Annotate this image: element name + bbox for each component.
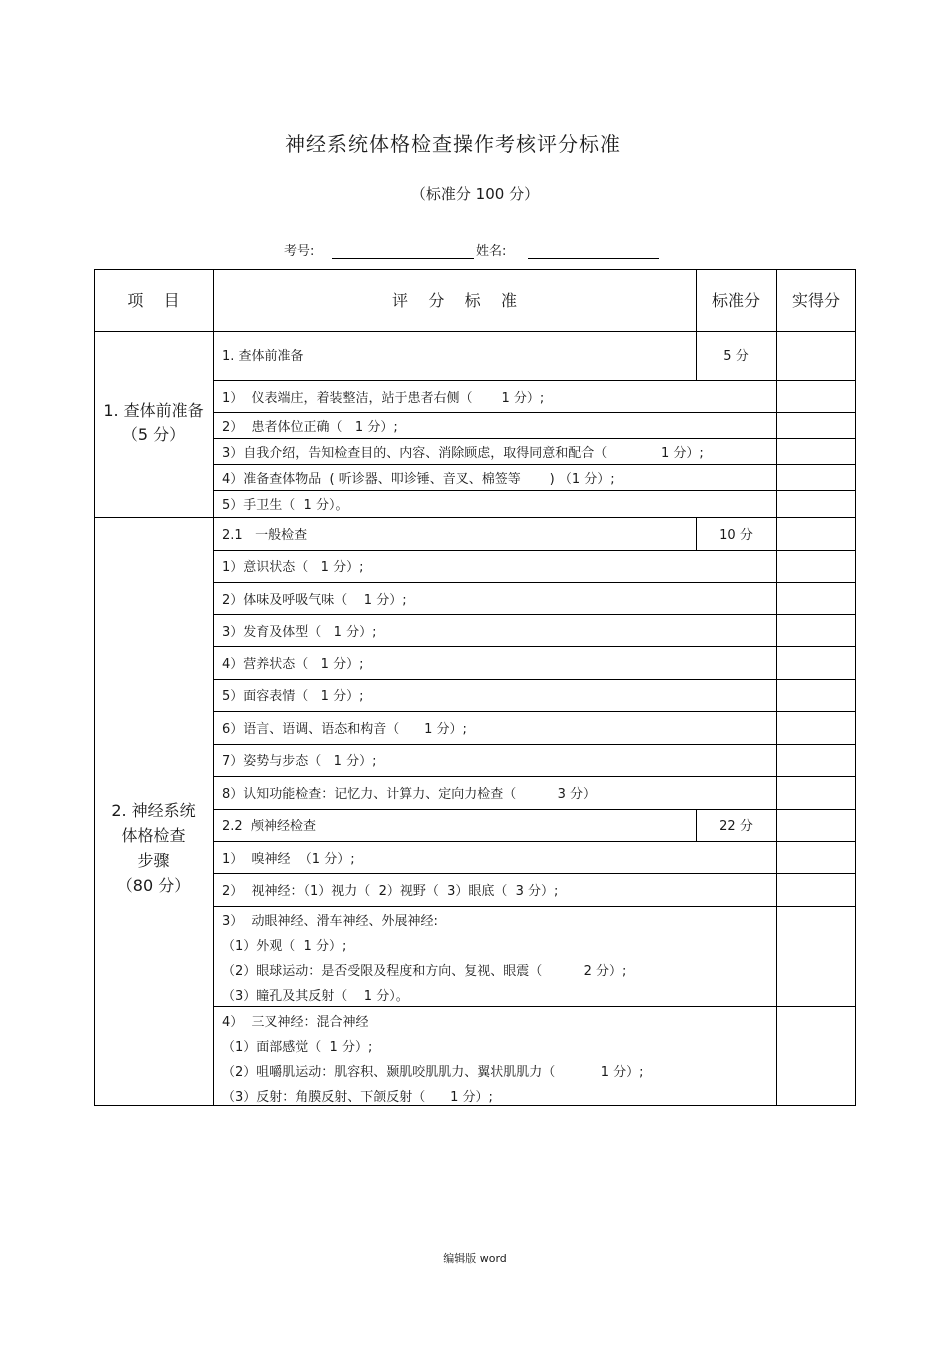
page-subtitle: （标准分 100 分） bbox=[410, 185, 540, 203]
criteria-item: 7）姿势与步态（ 1 分）; bbox=[222, 754, 377, 769]
row-divider bbox=[213, 906, 856, 907]
page-footer: 编辑版 word bbox=[443, 1252, 507, 1265]
criteria-item: 3） 动眼神经、滑车神经、外展神经: bbox=[222, 914, 438, 929]
table-border-right bbox=[855, 269, 856, 1106]
criteria-subitem: （2）咀嚼肌运动：肌容积、颞肌咬肌肌力、翼状肌肌力（ 1 分）; bbox=[222, 1065, 644, 1080]
row-divider bbox=[213, 776, 856, 777]
row-divider bbox=[213, 711, 856, 712]
criteria-heading: 1. 查体前准备 bbox=[222, 349, 304, 364]
criteria-item: 4）准备查体物品 ( 听诊器、叩诊锤、音叉、棉签等 ) （1 分）; bbox=[222, 472, 615, 487]
row-divider bbox=[213, 438, 856, 439]
heading-points: 5 分 bbox=[723, 349, 749, 364]
criteria-subitem: （1）面部感觉（ 1 分）; bbox=[222, 1040, 373, 1055]
criteria-subitem: （2）眼球运动：是否受限及程度和方向、复视、眼震（ 2 分）; bbox=[222, 964, 627, 979]
criteria-heading: 2.2 颅神经检查 bbox=[222, 819, 316, 834]
row-divider bbox=[213, 582, 856, 583]
heading-points: 22 分 bbox=[719, 819, 753, 834]
header-actual-score: 实得分 bbox=[791, 291, 840, 310]
criteria-item: 3）发育及体型（ 1 分）; bbox=[222, 625, 377, 640]
row-divider bbox=[213, 412, 856, 413]
exam-no-label: 考号: bbox=[284, 244, 315, 259]
name-field[interactable] bbox=[528, 258, 659, 259]
row-divider bbox=[213, 873, 856, 874]
header-item: 项 目 bbox=[127, 291, 180, 310]
row-divider bbox=[213, 646, 856, 647]
heading-points: 10 分 bbox=[719, 528, 753, 543]
criteria-subitem: （1）外观（ 1 分）; bbox=[222, 939, 347, 954]
criteria-item: 1） 仪表端庄，着装整洁，站于患者右侧（ 1 分）; bbox=[222, 391, 545, 406]
section-score: （5 分） bbox=[121, 425, 186, 444]
row-divider bbox=[213, 464, 856, 465]
exam-no-field[interactable] bbox=[332, 258, 474, 259]
criteria-item: 5）面容表情（ 1 分）; bbox=[222, 689, 364, 704]
row-divider bbox=[213, 380, 856, 381]
row-divider bbox=[213, 809, 856, 810]
name-label: 姓名: bbox=[476, 244, 507, 259]
row-divider bbox=[213, 744, 856, 745]
criteria-subitem: （3）反射：角膜反射、下颌反射（ 1 分）; bbox=[222, 1090, 493, 1105]
table-border-left bbox=[94, 269, 95, 1106]
section-score: （80 分） bbox=[116, 876, 191, 895]
section-name: 体格检查 bbox=[121, 826, 186, 845]
column-divider-actual bbox=[776, 269, 777, 1106]
row-divider bbox=[213, 1006, 856, 1007]
criteria-item: 4）营养状态（ 1 分）; bbox=[222, 657, 364, 672]
section-name: 1. 查体前准备 bbox=[103, 401, 204, 420]
criteria-item: 3）自我介绍，告知检查目的、内容、消除顾虑，取得同意和配合（ 1 分）; bbox=[222, 446, 704, 461]
criteria-item: 5）手卫生（ 1 分）。 bbox=[222, 498, 349, 513]
table-border-top bbox=[94, 269, 856, 270]
criteria-subitem: （3）瞳孔及其反射（ 1 分）。 bbox=[222, 989, 409, 1004]
criteria-item: 1） 嗅神经 （1 分）; bbox=[222, 852, 355, 867]
criteria-item: 2）体味及呼吸气味（ 1 分）; bbox=[222, 593, 407, 608]
table-border-bottom bbox=[94, 1105, 856, 1106]
criteria-item: 8）认知功能检查：记忆力、计算力、定向力检查（ 3 分） bbox=[222, 787, 596, 802]
criteria-item: 6）语言、语调、语态和构音（ 1 分）; bbox=[222, 722, 467, 737]
section-name: 步骤 bbox=[137, 851, 170, 870]
column-divider-item bbox=[213, 269, 214, 1106]
criteria-item: 2） 视神经：（1）视力（ 2）视野（ 3）眼底（ 3 分）; bbox=[222, 884, 559, 899]
criteria-item: 2） 患者体位正确（ 1 分）; bbox=[222, 420, 398, 435]
section-name: 2. 神经系统 bbox=[111, 801, 196, 820]
page-title: 神经系统体格检查操作考核评分标准 bbox=[285, 132, 621, 156]
criteria-heading: 2.1 一般检查 bbox=[222, 528, 308, 543]
row-divider bbox=[213, 614, 856, 615]
scoring-table bbox=[94, 269, 856, 1106]
criteria-item: 4） 三叉神经：混合神经 bbox=[222, 1015, 369, 1030]
row-divider bbox=[213, 679, 856, 680]
row-divider bbox=[213, 490, 856, 491]
row-divider bbox=[213, 841, 856, 842]
header-divider bbox=[94, 331, 856, 332]
header-std-score: 标准分 bbox=[711, 291, 760, 310]
criteria-item: 1）意识状态（ 1 分）; bbox=[222, 560, 364, 575]
header-criteria: 评 分 标 准 bbox=[391, 291, 518, 310]
section-divider bbox=[94, 517, 856, 518]
row-divider bbox=[213, 550, 856, 551]
